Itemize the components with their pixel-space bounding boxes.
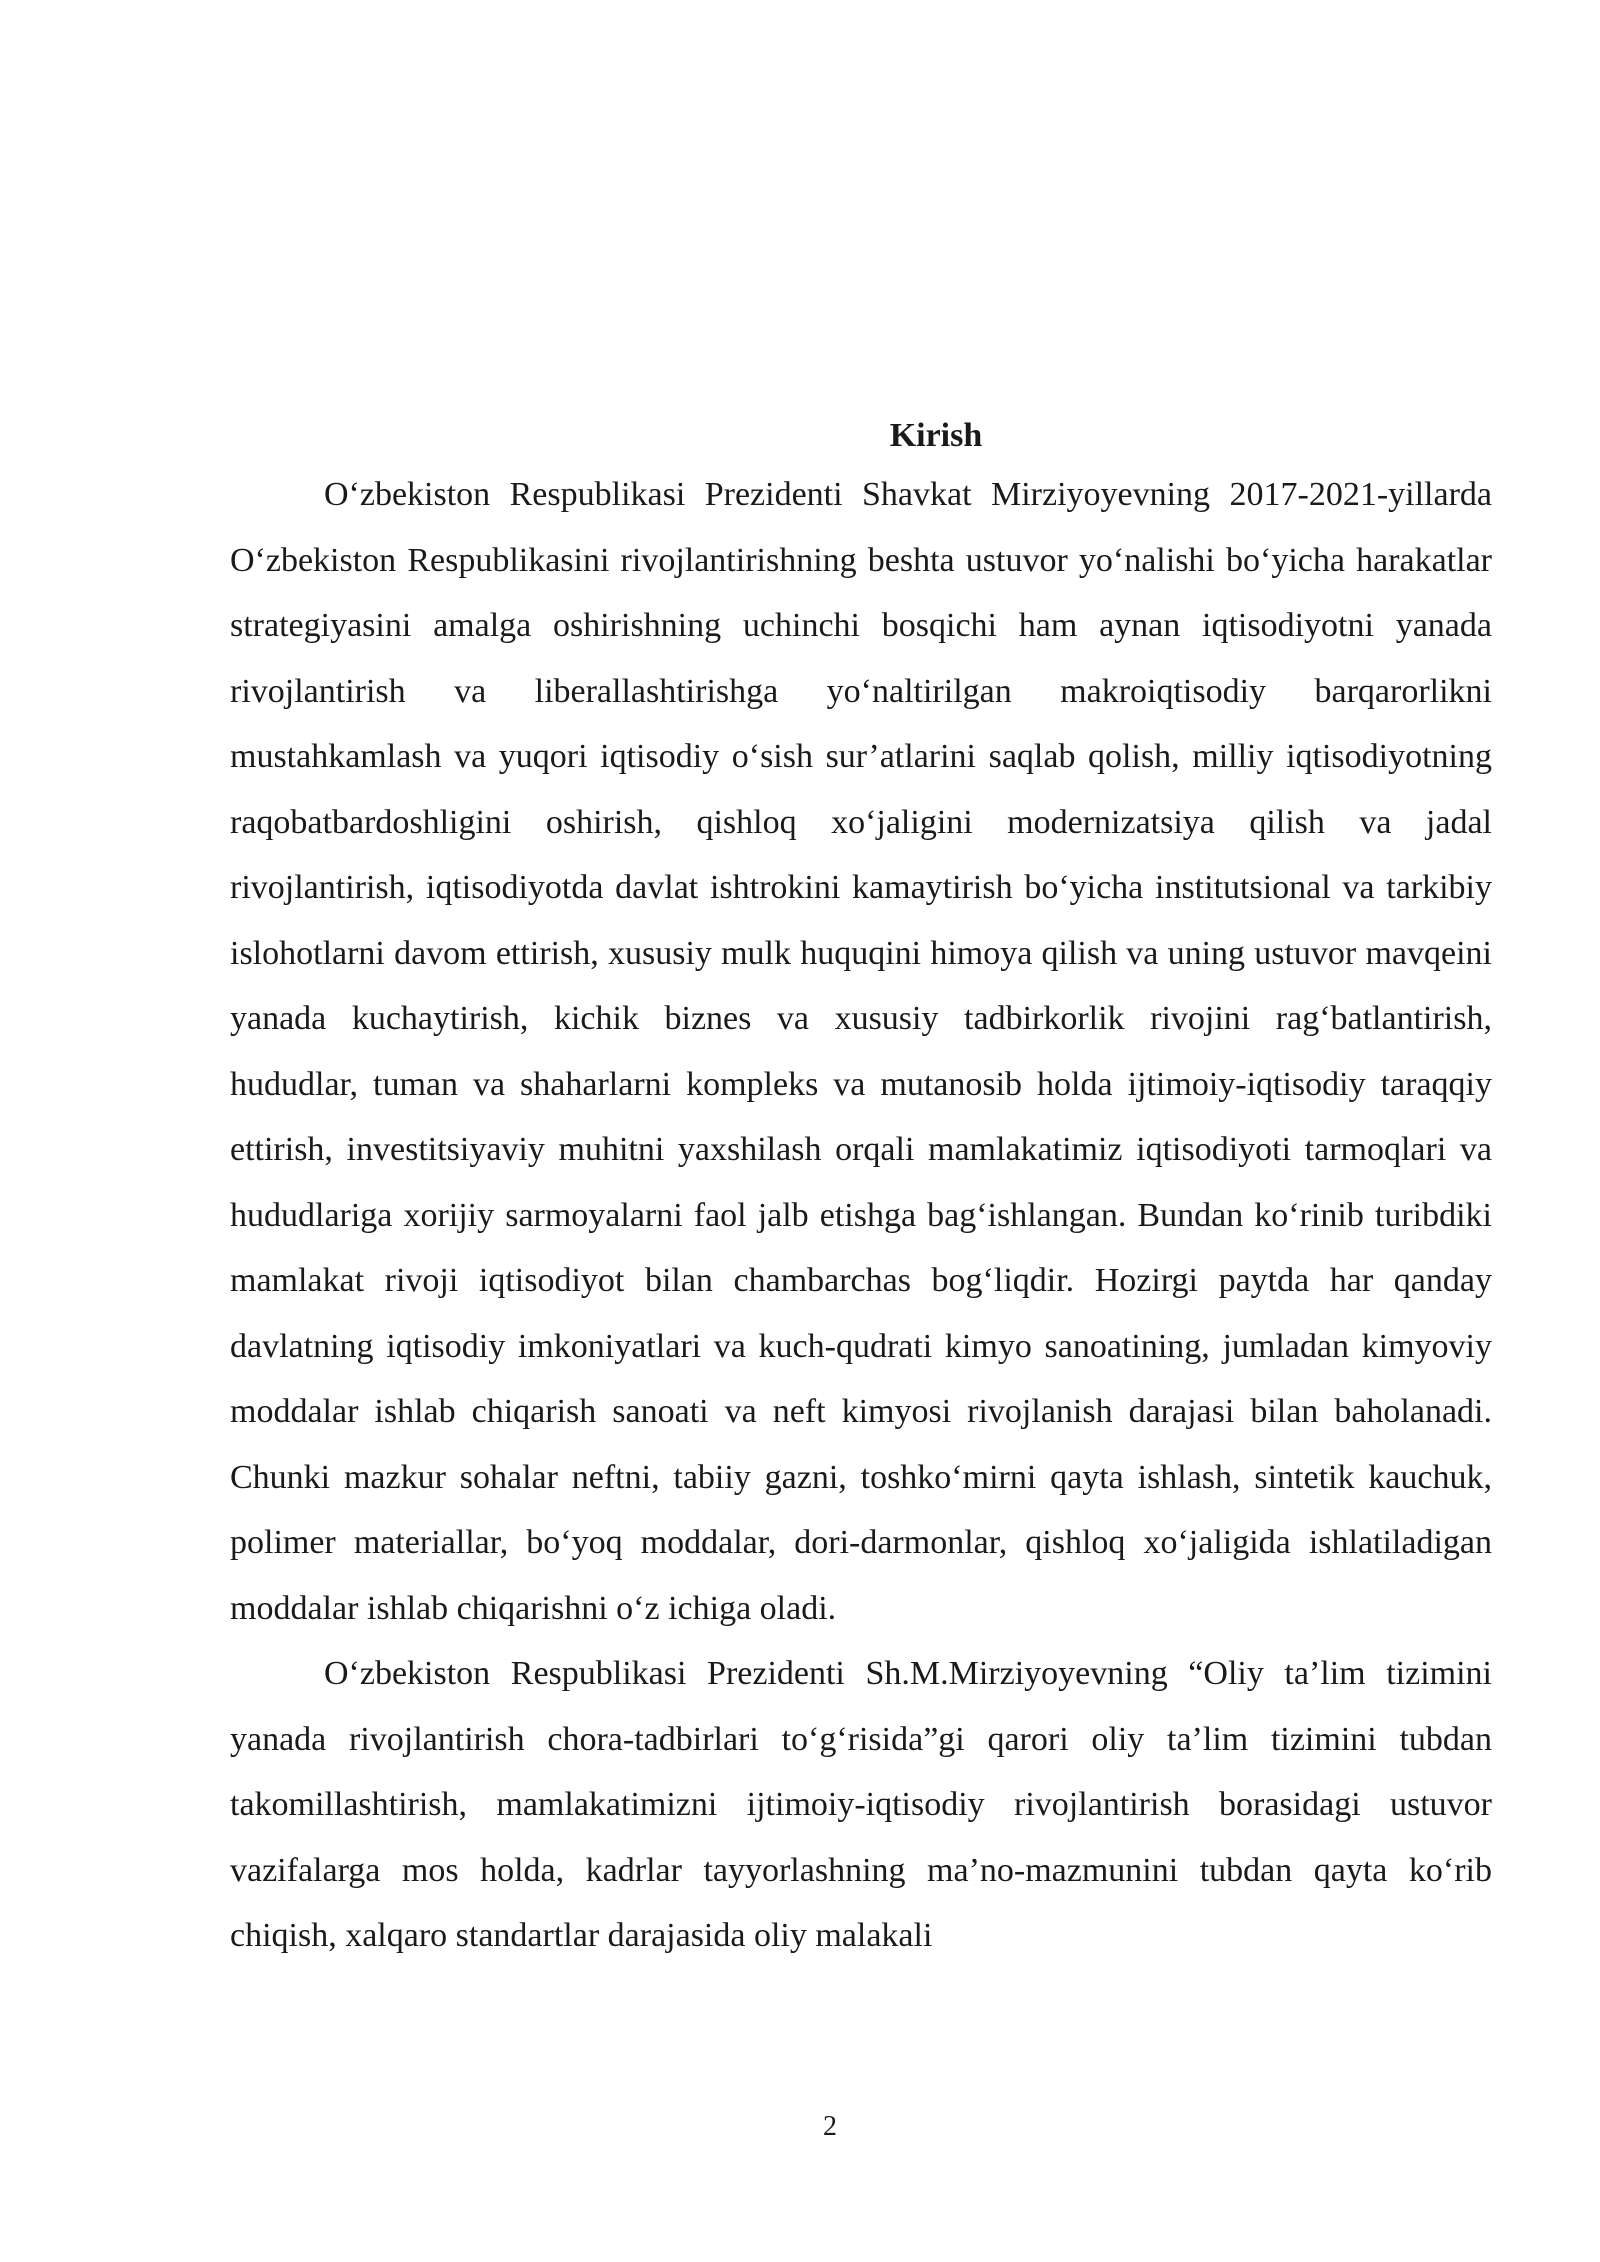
- section-heading: Kirish: [889, 417, 983, 454]
- page-content: [230, 410, 1492, 1969]
- body-paragraph-1: O‘zbekiston Respublikasi Prezidenti Shavkat Mirziyoyevning 2017-2021-yillarda O‘zbekiston Respublikasini rivojlantirishning beshta ustuvor yo‘nalishi bo‘yicha harakatlar strategiyasini amalga oshirishning uchinchi bosqichi ham aynan iqtisodiyotni yanada rivojlantirish va liberallashtirishga yo‘naltirilgan makroiqtisodiy barqarorlikni mustahkamlash va yuqori iqtisodiy o‘sish sur’atlarini saqlab qolish, milliy iqtisodiyotning raqobatbardoshligini oshirish, qishloq xo‘jaligini modernizatsiya qilish va jadal rivojlantirish, iqtisodiyotda davlat ishtrokini kamaytirish bo‘yicha institutsional va tarkibiy islohotlarni davom ettirish, xususiy mulk huquqini himoya qilish va uning ustuvor mavqeini yanada kuchaytirish, kichik biznes va xususiy tadbirkorlik rivojini rag‘batlantirish, hududlar, tuman va shaharlarni kompleks va mutanosib holda ijtimoiy-iqtisodiy taraqqiy ettirish, investitsiyaviy muhitni yaxshilash orqali mamlakatimiz iqtisodiyoti tarmoqlari va hududlariga xorijiy sarmoyalarni faol jalb etishga bag‘ishlangan. Bundan ko‘rinib turibdiki mamlakat rivoji iqtisodiyot bilan chambarchas bog‘liqdir. Hozirgi paytda har qanday davlatning iqtisodiy imkoniyatlari va kuch-qudrati kimyo sanoatining, jumladan kimyoviy moddalar ishlab chiqarish sanoati va neft kimyosi rivojlanish darajasi bilan baholanadi. Chunki mazkur sohalar neftni, tabiiy gazni, toshko‘mirni qayta ishlash, sintetik kauchuk, polimer materiallar, bo‘yoq moddalar, dori-darmonlar, qishloq xo‘jaligida ishlatiladigan moddalar ishlab chiqarishni o‘z ichiga oladi.: [230, 476, 1492, 1627]
- page-number: 2: [823, 2111, 837, 2142]
- body-paragraph-2: O‘zbekiston Respublikasi Prezidenti Sh.M.Mirziyoyevning “Oliy ta’lim tizimini yanada rivojlantirish chora-tadbirlari to‘g‘risida”gi qarori oliy ta’lim tizimini tubdan takomillashtirish, mamlakatimizni ijtimoiy-iqtisodiy rivojlantirish borasidagi ustuvor vazifalarga mos holda, kadrlar tayyorlashning ma’no-mazmunini tubdan qayta ko‘rib chiqish, xalqaro standartlar darajasida oliy malakali: [230, 1655, 1492, 1954]
